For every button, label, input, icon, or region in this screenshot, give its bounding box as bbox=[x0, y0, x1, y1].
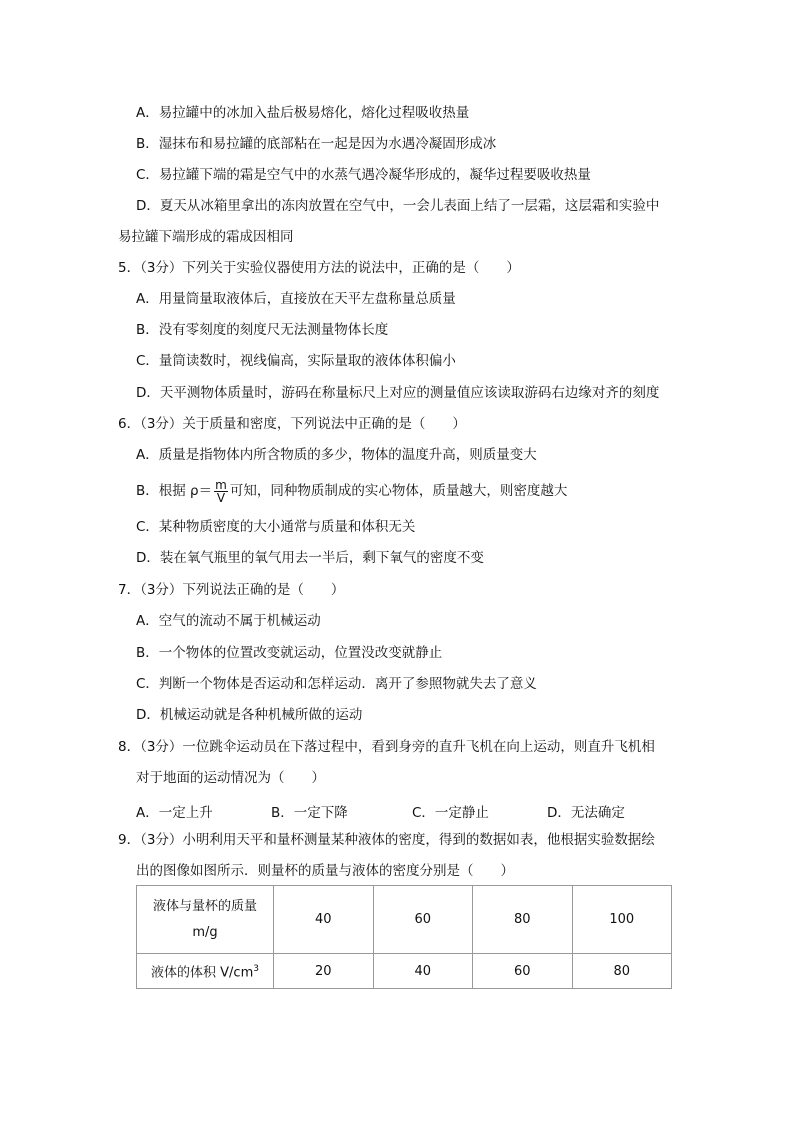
q9-stem-line2: 出的图像如图所示．则量杯的质量与液体的密度分别是（ ） bbox=[136, 863, 514, 879]
table-cell: 80 bbox=[473, 886, 573, 954]
q9-stem-line1: 9．（3分）小明利用天平和量杯测量某种液体的密度，得到的数据如表，他根据实验数据绘 bbox=[118, 832, 655, 848]
mass-unit: m/g bbox=[192, 924, 218, 940]
q7-stem: 7．（3分）下列说法正确的是（ ） bbox=[118, 582, 345, 598]
table-row bbox=[137, 954, 672, 989]
q6-option-c: C．某种物质密度的大小通常与质量和体积无关 bbox=[136, 519, 416, 535]
q4-option-b: B．湿抹布和易拉罐的底部粘在一起是因为水遇冷凝固形成冰 bbox=[136, 136, 497, 152]
table-cell: 100 bbox=[572, 886, 672, 954]
volume-label: 液体的体积 V/cm bbox=[151, 965, 254, 981]
table-cell: 40 bbox=[373, 954, 473, 989]
q7-option-a: A．空气的流动不属于机械运动 bbox=[136, 613, 321, 629]
q7-option-d: D．机械运动就是各种机械所做的运动 bbox=[136, 707, 363, 723]
q8-option-d: D．无法确定 bbox=[547, 805, 625, 821]
formula-numerator: m bbox=[215, 477, 227, 492]
table-cell: 60 bbox=[473, 954, 573, 989]
q5-stem: 5．（3分）下列关于实验仪器使用方法的说法中，正确的是（ ） bbox=[118, 260, 520, 276]
volume-unit-exponent: 3 bbox=[253, 963, 259, 974]
table-cell: 40 bbox=[274, 886, 374, 954]
q5-option-d: D．天平测物体质量时，游码在称量标尺上对应的测量值应该读取游码右边缘对齐的刻度 bbox=[136, 385, 660, 401]
q8-option-a: A．一定上升 bbox=[136, 805, 213, 821]
table-row bbox=[137, 886, 672, 954]
mass-label: 液体与量杯的质量 bbox=[152, 898, 257, 914]
density-formula bbox=[214, 479, 228, 504]
q6-stem: 6．（3分）关于质量和密度，下列说法中正确的是（ ） bbox=[118, 416, 466, 432]
q6-option-b-prefix: B．根据 ρ＝ bbox=[136, 483, 213, 499]
q8-stem-line2: 对于地面的运动情况为（ ） bbox=[136, 770, 325, 786]
q6-option-b-suffix: 可知，同种物质制成的实心物体，质量越大，则密度越大 bbox=[229, 483, 568, 499]
table-cell: 60 bbox=[373, 886, 473, 954]
q4-option-d-line1: D．夏天从冰箱里拿出的冻肉放置在空气中，一会儿表面上结了一层霜，这层霜和实验中 bbox=[136, 198, 660, 214]
q4-option-a: A．易拉罐中的冰加入盐后极易熔化，熔化过程吸收热量 bbox=[136, 105, 470, 121]
q9-data-table bbox=[136, 885, 672, 989]
q8-option-b: B．一定下降 bbox=[271, 805, 348, 821]
q8-option-c: C．一定静止 bbox=[412, 805, 489, 821]
q6-option-b bbox=[136, 478, 567, 504]
q5-option-b: B．没有零刻度的刻度尺无法测量物体长度 bbox=[136, 322, 389, 338]
q4-option-c: C．易拉罐下端的霜是空气中的水蒸气遇冷凝华形成的，凝华过程要吸收热量 bbox=[136, 167, 591, 183]
table-cell: 20 bbox=[274, 954, 374, 989]
q6-option-a: A．质量是指物体内所含物质的多少，物体的温度升高，则质量变大 bbox=[136, 447, 537, 463]
q4-option-d-line2: 易拉罐下端形成的霜成因相同 bbox=[118, 229, 294, 245]
q8-stem-line1: 8．（3分）一位跳伞运动员在下落过程中，看到身旁的直升飞机在向上运动，则直升飞机相 bbox=[118, 739, 655, 755]
q5-option-c: C．量筒读数时，视线偏高，实际量取的液体体积偏小 bbox=[136, 353, 456, 369]
q6-option-d: D．装在氧气瓶里的氧气用去一半后，剩下氧气的密度不变 bbox=[136, 550, 484, 566]
q7-option-b: B．一个物体的位置改变就运动，位置没改变就静止 bbox=[136, 645, 443, 661]
q7-option-c: C．判断一个物体是否运动和怎样运动．离开了参照物就失去了意义 bbox=[136, 676, 537, 692]
q5-option-a: A．用量筒量取液体后，直接放在天平左盘称量总质量 bbox=[136, 291, 456, 307]
formula-denominator: V bbox=[216, 490, 226, 505]
table-header-mass bbox=[137, 886, 274, 954]
table-header-volume bbox=[137, 954, 274, 989]
table-cell: 80 bbox=[572, 954, 672, 989]
